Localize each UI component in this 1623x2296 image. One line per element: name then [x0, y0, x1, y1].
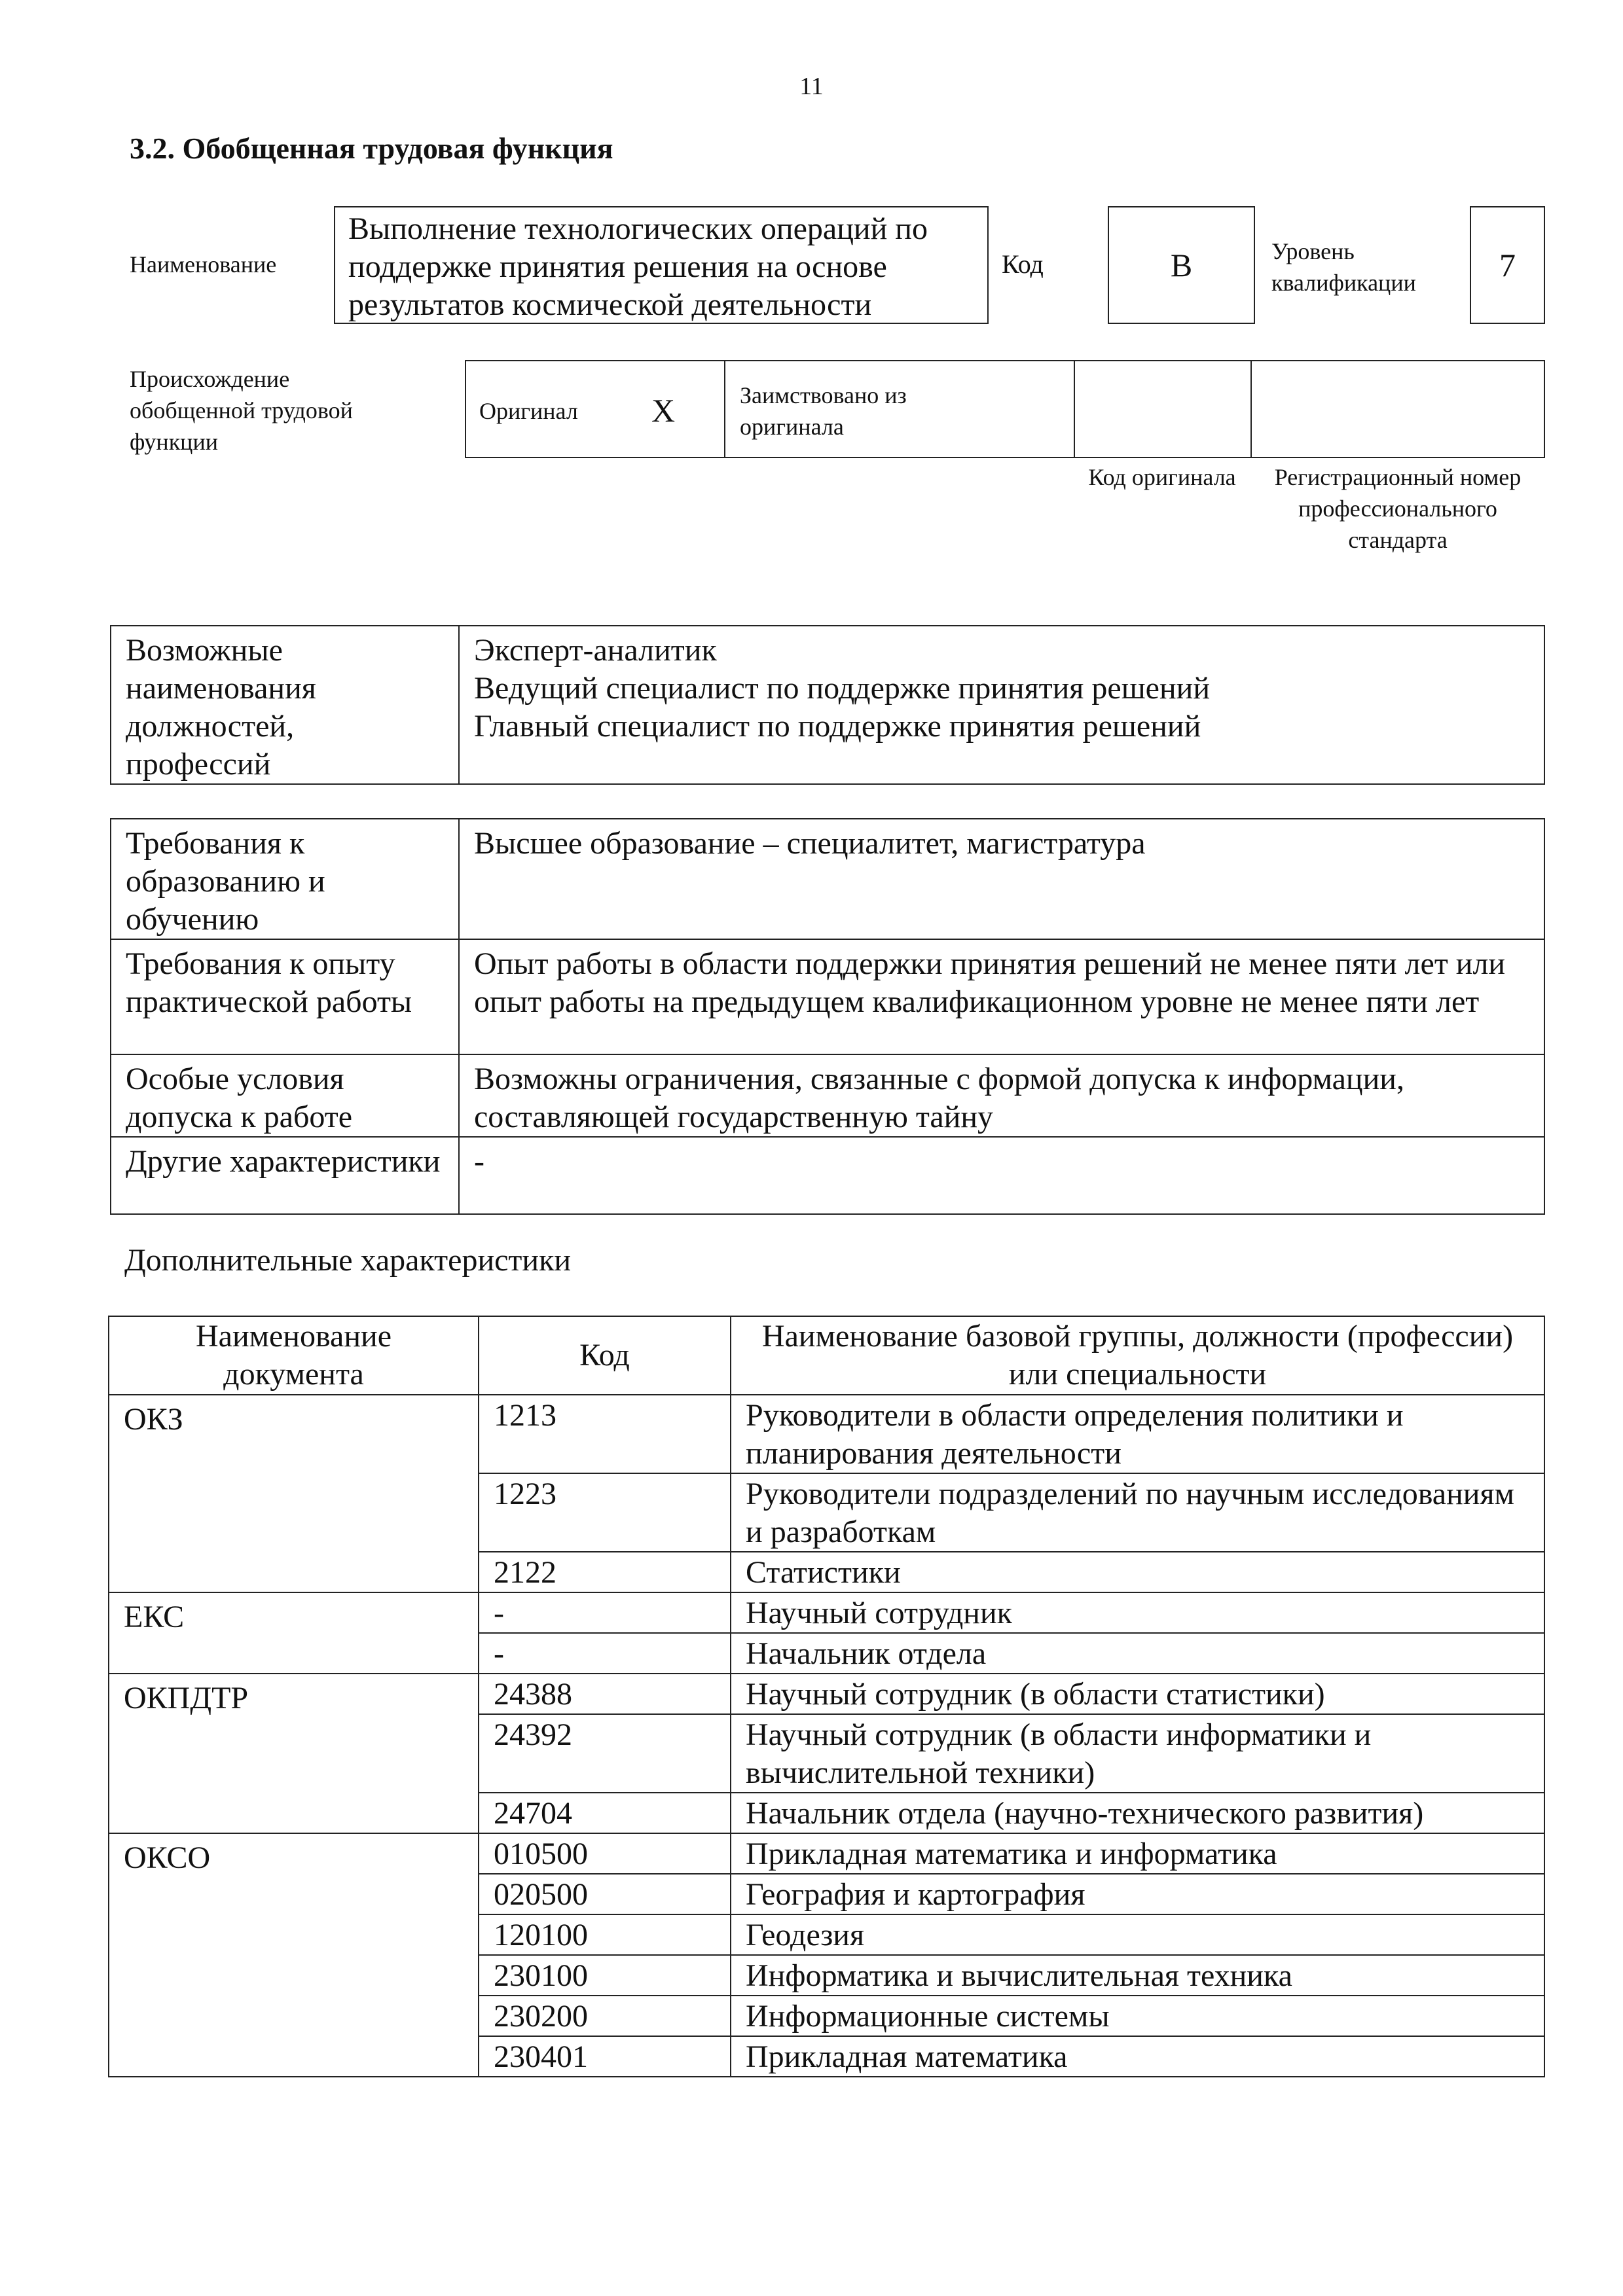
code-cell: [479, 1955, 731, 1996]
name-cell: [731, 1955, 1544, 1996]
positions-label-cell: [111, 626, 459, 784]
requirement-label-cell: [111, 1054, 459, 1137]
positions-label: Возможные наименования должностей, профессий: [126, 633, 316, 781]
row-name: Прикладная математика и информатика: [746, 1837, 1277, 1871]
origin-divider: [1250, 360, 1252, 458]
code-cell: [479, 2036, 731, 2077]
name-label: Наименование: [130, 251, 277, 278]
doc-name: ЕКС: [124, 1600, 185, 1634]
level-label: Уровень квалификации: [1271, 238, 1416, 296]
borrowed-label: Заимствовано из оригинала: [740, 382, 907, 440]
original-label: Оригинал: [479, 398, 578, 424]
requirement-label: Требования к образованию и обучению: [126, 826, 325, 937]
table-row: [109, 1674, 1544, 1714]
section-title: 3.2. Обобщенная трудовая функция: [130, 132, 613, 165]
code-cell: [479, 1552, 731, 1592]
name-cell: [731, 1914, 1544, 1955]
requirement-label: Другие характеристики: [126, 1144, 441, 1179]
code-label: Код: [1002, 249, 1044, 279]
doc-name: ОКСО: [124, 1840, 211, 1875]
level-value: 7: [1499, 247, 1516, 283]
doc-name: ОКПДТР: [124, 1681, 249, 1715]
row-code: 24392: [494, 1717, 572, 1752]
name-cell: [731, 1674, 1544, 1714]
requirement-value: Опыт работы в области поддержки принятия решений не менее пяти лет или опыт работы на предыдущем квалификационном уровне не менее пяти лет: [474, 946, 1506, 1019]
position-item: Эксперт-аналитик: [474, 633, 717, 668]
position-item: Главный специалист по поддержке принятия решений: [474, 709, 1201, 744]
origin-label: Происхождение обобщенной трудовой функции: [130, 366, 353, 455]
header-code: Код: [579, 1338, 630, 1372]
code-cell: [479, 1674, 731, 1714]
name-cell: [731, 1714, 1544, 1793]
code-value: B: [1170, 247, 1193, 283]
row-code: 1213: [494, 1398, 556, 1433]
row-code: 010500: [494, 1837, 588, 1871]
row-name: Начальник отдела: [746, 1636, 987, 1671]
row-name: Информационные системы: [746, 1999, 1110, 2034]
requirement-value-cell: [459, 1137, 1544, 1214]
doc-cell: [109, 1833, 479, 2077]
row-name: Руководители подразделений по научным исследованиям и разработкам: [746, 1477, 1514, 1549]
reg-number-label: Регистрационный номер профессионального стандарта: [1274, 464, 1522, 553]
requirement-value: Высшее образование – специалитет, магистратура: [474, 826, 1146, 861]
table-row: [109, 1395, 1544, 1473]
name-cell: [731, 1552, 1544, 1592]
row-code: 230401: [494, 2039, 588, 2074]
original-mark: X: [651, 392, 676, 429]
name-value: Выполнение технологических операций по поддержке принятия решения на основе результатов космической деятельности: [348, 211, 928, 322]
requirement-label: Требования к опыту практической работы: [126, 946, 412, 1019]
name-cell: [731, 1395, 1544, 1473]
requirement-label: Особые условия допуска к работе: [126, 1062, 353, 1134]
row-name: География и картография: [746, 1877, 1085, 1912]
code-cell: [479, 1395, 731, 1473]
row-name: Начальник отдела (научно-технического развития): [746, 1796, 1424, 1831]
name-cell: [731, 1996, 1544, 2036]
name-cell: [731, 1633, 1544, 1674]
code-cell: [479, 1633, 731, 1674]
name-cell: [731, 2036, 1544, 2077]
row-code: 24704: [494, 1796, 572, 1831]
header-cell: [731, 1316, 1544, 1395]
code-cell: [479, 1874, 731, 1914]
position-item: Ведущий специалист по поддержке принятия решений: [474, 671, 1211, 706]
additional-table: [108, 1316, 1545, 2077]
header-cell: [479, 1316, 731, 1395]
row-code: 24388: [494, 1677, 572, 1712]
code-cell: [479, 1592, 731, 1633]
requirement-value: -: [474, 1144, 484, 1179]
name-cell: [731, 1592, 1544, 1633]
row-name: Научный сотрудник (в области статистики): [746, 1677, 1325, 1712]
row-code: -: [494, 1636, 504, 1671]
doc-name: ОКЗ: [124, 1402, 183, 1437]
origin-divider: [1074, 360, 1075, 458]
doc-cell: [109, 1592, 479, 1674]
row-code: 2122: [494, 1555, 556, 1590]
code-value-box: [1108, 206, 1255, 324]
code-cell: [479, 1473, 731, 1552]
requirement-value: Возможны ограничения, связанные с формой допуска к информации, составляющей государственную тайну: [474, 1062, 1404, 1134]
row-code: 120100: [494, 1918, 588, 1952]
table-row: [109, 1592, 1544, 1633]
page-number: 11: [799, 73, 824, 100]
code-original-label: Код оригинала: [1088, 464, 1236, 490]
doc-cell: [109, 1395, 479, 1592]
code-cell: [479, 1793, 731, 1833]
row-name: Научный сотрудник: [746, 1596, 1012, 1630]
row-code: 1223: [494, 1477, 556, 1511]
code-cell: [479, 1833, 731, 1874]
row-name: Научный сотрудник (в области информатики и вычислительной техники): [746, 1717, 1372, 1790]
level-value-box: [1470, 206, 1545, 324]
code-cell: [479, 1914, 731, 1955]
requirement-label-cell: [111, 1137, 459, 1214]
row-name: Прикладная математика: [746, 2039, 1068, 2074]
name-cell: [731, 1874, 1544, 1914]
origin-divider: [724, 360, 725, 458]
name-value-box: [334, 206, 989, 324]
row-code: -: [494, 1596, 504, 1630]
doc-cell: [109, 1674, 479, 1833]
name-cell: [731, 1793, 1544, 1833]
code-cell: [479, 1714, 731, 1793]
header-doc: Наименование документа: [195, 1319, 392, 1391]
row-name: Руководители в области определения политики и планирования деятельности: [746, 1398, 1404, 1471]
requirement-value-cell: [459, 939, 1544, 1054]
code-cell: [479, 1996, 731, 2036]
positions-value-cell: [459, 626, 1544, 784]
additional-title: Дополнительные характеристики: [124, 1243, 572, 1278]
header-cell: [109, 1316, 479, 1395]
name-cell: [731, 1833, 1544, 1874]
requirements-table: [110, 818, 1545, 1215]
requirement-label-cell: [111, 939, 459, 1054]
row-name: Статистики: [746, 1555, 901, 1590]
header-name: Наименование базовой группы, должности (профессии) или специальности: [761, 1319, 1514, 1391]
row-name: Геодезия: [746, 1918, 865, 1952]
row-code: 020500: [494, 1877, 588, 1912]
row-code: 230200: [494, 1999, 588, 2034]
row-code: 230100: [494, 1958, 588, 1993]
requirement-value-cell: [459, 819, 1544, 939]
requirement-label-cell: [111, 819, 459, 939]
row-name: Информатика и вычислительная техника: [746, 1958, 1292, 1993]
positions-table: [110, 625, 1545, 785]
table-row: [109, 1833, 1544, 1874]
name-cell: [731, 1473, 1544, 1552]
requirement-value-cell: [459, 1054, 1544, 1137]
